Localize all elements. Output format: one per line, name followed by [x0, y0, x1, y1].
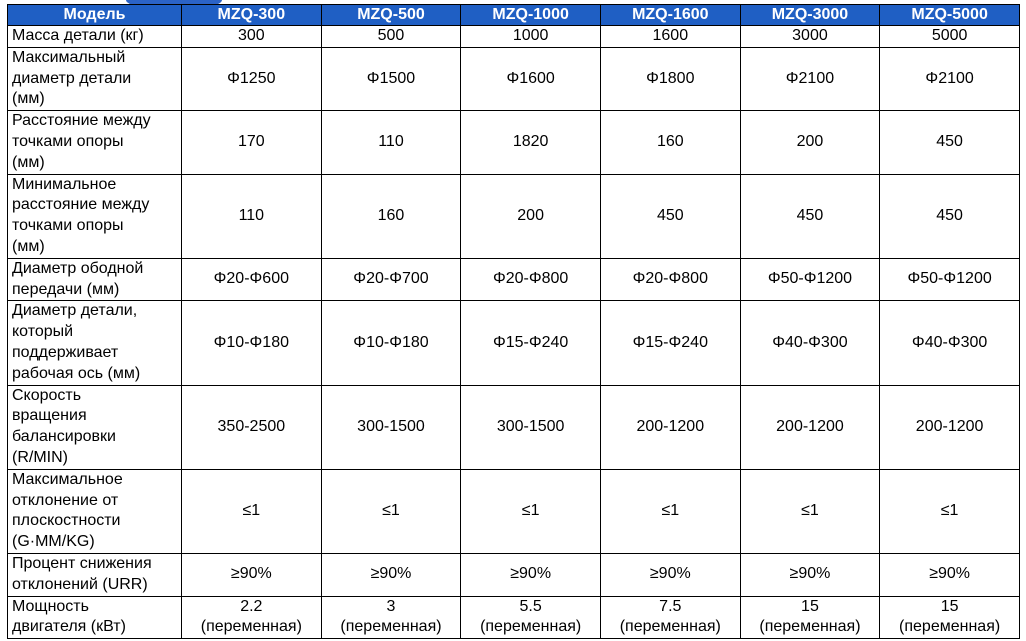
- header-cell-mzq-3000: MZQ-3000: [740, 5, 880, 26]
- header-cell-mzq-500: MZQ-500: [321, 5, 461, 26]
- value-line: 160: [656, 132, 684, 150]
- value-line: Φ20-Φ800: [492, 270, 569, 288]
- value-cell: [740, 301, 880, 385]
- value-line: Φ15-Φ240: [632, 333, 708, 351]
- value-cell: [600, 47, 740, 110]
- row-label-line: плоскостности: [12, 512, 121, 530]
- value-line: 450: [796, 206, 824, 224]
- value-cell: [182, 174, 322, 258]
- row-label-cell: [8, 301, 182, 385]
- value-line: 300-1500: [496, 417, 565, 435]
- value-line: 1820: [512, 132, 549, 150]
- value-line: Φ10-Φ180: [213, 333, 289, 351]
- header-cell-mzq-1600: MZQ-1600: [600, 5, 740, 26]
- table-row: [8, 553, 1020, 596]
- value-cell: [740, 469, 880, 553]
- value-line: 300-1500: [357, 417, 425, 435]
- value-line: 1000: [512, 27, 549, 44]
- value-line: Φ2100: [785, 69, 835, 87]
- value-line: 450: [936, 206, 963, 224]
- value-line: Φ20-Φ700: [353, 270, 429, 288]
- table-row: [8, 174, 1020, 258]
- value-line: 170: [237, 132, 265, 150]
- row-label-line: (R/MIN): [12, 448, 68, 466]
- row-label-line: точками опоры: [12, 132, 124, 150]
- value-cell: [461, 596, 601, 639]
- value-cell: [461, 26, 601, 48]
- row-label-cell: [8, 47, 182, 110]
- header-cell-model: Модель: [8, 5, 182, 26]
- row-label-line: (мм): [12, 90, 45, 108]
- value-cell: [461, 258, 601, 301]
- row-label-line: расстояние между: [12, 196, 150, 214]
- value-cell: [600, 553, 740, 596]
- header-cell-mzq-300: MZQ-300: [182, 5, 322, 26]
- value-cell: [321, 596, 461, 639]
- value-line: 350-2500: [217, 417, 286, 435]
- value-cell: [461, 47, 601, 110]
- value-cell: [880, 301, 1020, 385]
- row-label-cell: [8, 469, 182, 553]
- value-cell: [461, 111, 601, 174]
- row-label-line: рабочая ось (мм): [12, 364, 141, 382]
- header-cell-mzq-5000: MZQ-5000: [880, 5, 1020, 26]
- row-label-line: Максимальное: [12, 470, 123, 488]
- value-cell: [321, 111, 461, 174]
- value-cell: [880, 469, 1020, 553]
- value-line: ≤1: [382, 501, 400, 519]
- value-line: (переменная): [480, 618, 582, 636]
- value-line: 2.2: [240, 597, 263, 615]
- table-row: [8, 111, 1020, 174]
- row-label-cell: [8, 596, 182, 639]
- value-cell: [182, 596, 322, 639]
- row-label-line: Масса детали (кг): [12, 27, 144, 44]
- value-line: 450: [936, 132, 963, 150]
- value-cell: [461, 385, 601, 469]
- row-label-line: отклонений (URR): [12, 575, 148, 593]
- value-cell: [600, 111, 740, 174]
- row-label-line: передачи (мм): [12, 280, 120, 298]
- row-label-line: точками опоры: [12, 217, 124, 235]
- value-line: ≥90%: [649, 565, 691, 583]
- value-line: Φ20-Φ800: [632, 270, 708, 288]
- value-cell: [182, 258, 322, 301]
- row-label-cell: [8, 258, 182, 301]
- value-cell: [461, 174, 601, 258]
- row-label-cell: [8, 553, 182, 596]
- row-label-line: Мощность: [12, 597, 89, 615]
- value-line: Φ2100: [925, 69, 974, 87]
- row-label-line: (мм): [12, 153, 45, 171]
- value-line: (переменная): [619, 618, 721, 636]
- table-row: [8, 301, 1020, 385]
- value-line: 1600: [652, 27, 689, 44]
- value-line: ≤1: [940, 501, 959, 519]
- value-line: (переменная): [759, 618, 861, 636]
- value-line: ≥90%: [789, 565, 831, 583]
- value-cell: [321, 301, 461, 385]
- value-cell: [740, 47, 880, 110]
- value-cell: [321, 469, 461, 553]
- value-line: ≥90%: [370, 565, 412, 583]
- row-label-line: двигателя (кВт): [12, 618, 126, 636]
- header-cell-mzq-1000: MZQ-1000: [461, 5, 601, 26]
- value-cell: [880, 553, 1020, 596]
- value-line: 200: [796, 132, 824, 150]
- value-line: ≥90%: [230, 565, 272, 583]
- value-line: ≤1: [801, 501, 819, 519]
- value-line: 110: [378, 132, 404, 150]
- value-cell: [182, 26, 322, 48]
- value-line: ≥90%: [929, 565, 971, 583]
- value-line: 200: [517, 206, 544, 224]
- table-row: [8, 47, 1020, 110]
- row-label-cell: [8, 385, 182, 469]
- value-cell: [600, 26, 740, 48]
- value-line: 300: [237, 27, 265, 44]
- value-line: ≤1: [521, 501, 540, 519]
- row-label-line: Максимальный: [12, 48, 126, 66]
- value-cell: [461, 301, 601, 385]
- row-label-line: диаметр детали: [12, 69, 132, 87]
- value-cell: [182, 385, 322, 469]
- table-row: [8, 469, 1020, 553]
- value-line: 500: [377, 27, 405, 44]
- value-cell: [600, 301, 740, 385]
- value-line: Φ50-Φ1200: [907, 270, 992, 288]
- value-cell: [321, 174, 461, 258]
- row-label-line: вращения: [12, 407, 87, 425]
- value-cell: [321, 385, 461, 469]
- value-line: 450: [656, 206, 684, 224]
- row-label-line: поддерживает: [12, 343, 119, 361]
- value-line: 15: [940, 597, 959, 615]
- value-cell: [880, 174, 1020, 258]
- table-row: [8, 596, 1020, 639]
- value-line: 3: [386, 597, 396, 615]
- value-line: ≥90%: [510, 565, 552, 583]
- value-cell: [740, 174, 880, 258]
- specs-table: [7, 4, 1020, 639]
- value-line: Φ40-Φ300: [772, 333, 848, 351]
- value-line: 200-1200: [915, 417, 984, 435]
- value-cell: [600, 596, 740, 639]
- value-line: Φ20-Φ600: [213, 270, 289, 288]
- value-cell: [880, 258, 1020, 301]
- value-line: (переменная): [200, 618, 302, 636]
- value-line: 7.5: [659, 597, 682, 615]
- value-cell: [740, 111, 880, 174]
- value-cell: [740, 385, 880, 469]
- value-cell: [740, 596, 880, 639]
- value-line: Φ1800: [646, 69, 695, 87]
- value-line: ≤1: [242, 501, 261, 519]
- row-label-line: Диаметр ободной: [12, 259, 144, 277]
- table-row: [8, 26, 1020, 48]
- value-cell: [600, 258, 740, 301]
- value-line: Φ1250: [227, 69, 276, 87]
- value-cell: [321, 47, 461, 110]
- row-label-line: Расстояние между: [12, 112, 151, 130]
- value-cell: [600, 469, 740, 553]
- value-cell: [880, 596, 1020, 639]
- value-line: Φ10-Φ180: [353, 333, 429, 351]
- row-label-line: отклонение от: [12, 491, 119, 509]
- value-cell: [321, 258, 461, 301]
- table-body: [8, 26, 1020, 639]
- table-row: [8, 258, 1020, 301]
- value-cell: [182, 111, 322, 174]
- value-cell: [880, 47, 1020, 110]
- value-cell: [880, 385, 1020, 469]
- row-label-line: Скорость: [12, 386, 82, 404]
- value-line: (переменная): [340, 618, 442, 636]
- value-cell: [182, 469, 322, 553]
- value-line: Φ1600: [506, 69, 555, 87]
- row-label-line: (мм): [12, 237, 45, 255]
- value-line: 110: [238, 206, 265, 224]
- value-cell: [600, 174, 740, 258]
- row-label-cell: [8, 174, 182, 258]
- row-label-line: (G·MM/KG): [12, 533, 95, 551]
- value-cell: [880, 26, 1020, 48]
- value-cell: [321, 553, 461, 596]
- value-cell: [461, 469, 601, 553]
- table-header-row: [8, 5, 1020, 26]
- value-cell: [740, 26, 880, 48]
- row-label-line: Минимальное: [12, 175, 117, 193]
- value-line: 15: [801, 597, 819, 615]
- value-line: 3000: [792, 27, 828, 44]
- value-line: 160: [377, 206, 405, 224]
- value-line: 5000: [931, 27, 968, 44]
- row-label-line: балансировки: [12, 428, 116, 446]
- value-line: Φ40-Φ300: [911, 333, 988, 351]
- value-cell: [321, 26, 461, 48]
- value-cell: [182, 301, 322, 385]
- value-line: Φ15-Φ240: [492, 333, 569, 351]
- value-line: 200-1200: [776, 417, 844, 435]
- value-line: 200-1200: [636, 417, 705, 435]
- value-cell: [182, 553, 322, 596]
- value-line: (переменная): [899, 618, 1001, 636]
- value-line: ≤1: [661, 501, 680, 519]
- value-line: Φ1500: [366, 69, 416, 87]
- value-cell: [182, 47, 322, 110]
- value-cell: [880, 111, 1020, 174]
- row-label-cell: [8, 26, 182, 48]
- row-label-line: Процент снижения: [12, 554, 152, 572]
- row-label-line: который: [12, 323, 74, 341]
- value-cell: [740, 258, 880, 301]
- value-line: 5.5: [519, 597, 542, 615]
- row-label-cell: [8, 111, 182, 174]
- value-line: Φ50-Φ1200: [767, 270, 853, 288]
- row-label-line: Диаметр детали,: [12, 302, 138, 320]
- table-row: [8, 385, 1020, 469]
- value-cell: [461, 553, 601, 596]
- value-cell: [740, 553, 880, 596]
- value-cell: [600, 385, 740, 469]
